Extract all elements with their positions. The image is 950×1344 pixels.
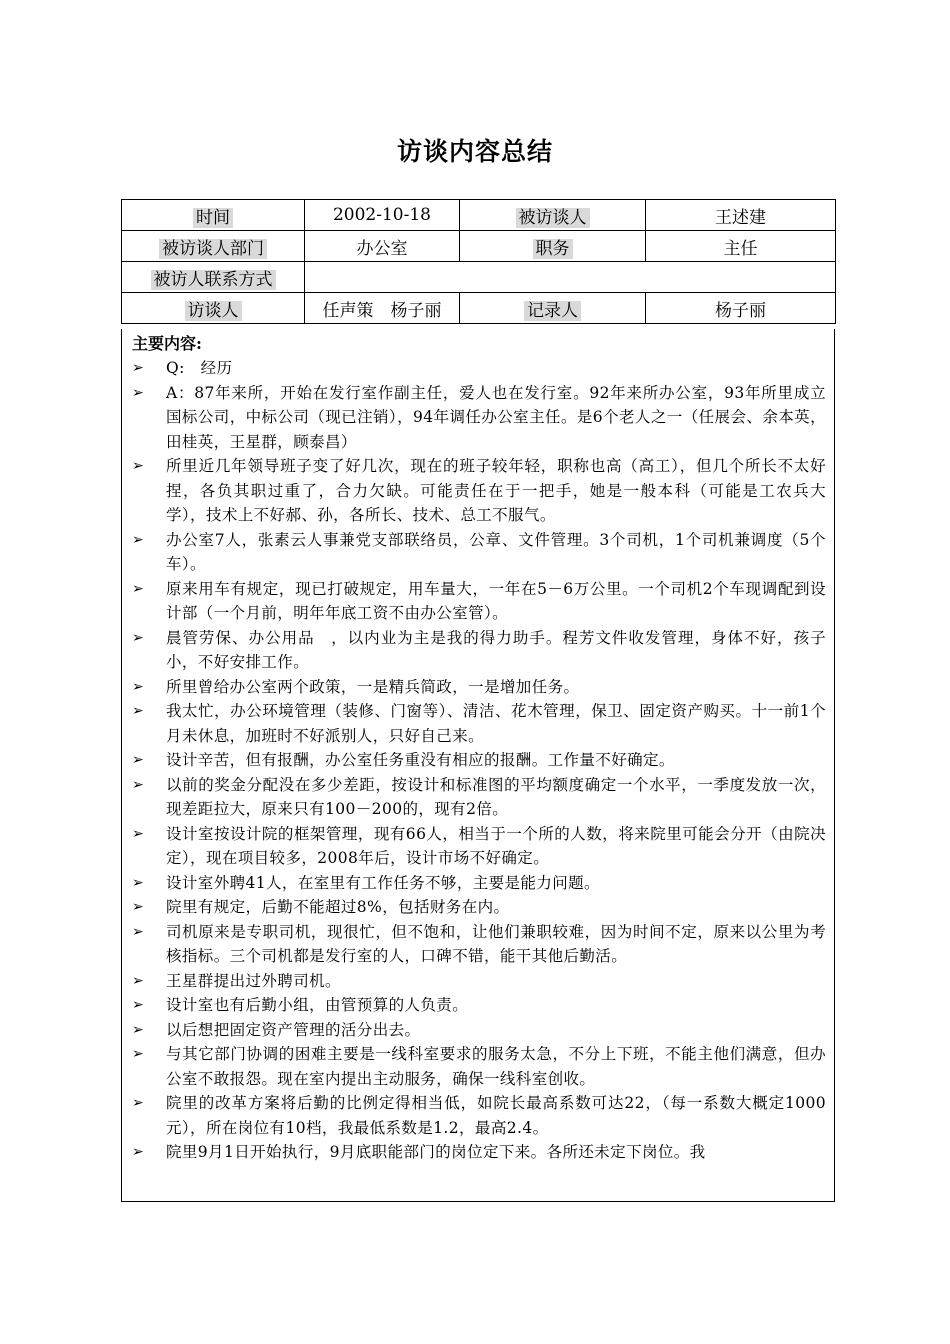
- list-item-text: 司机原来是专职司机，现很忙，但不饱和，让他们兼职较难，因为时间不定，原来以公里为考核指标。三个司机都是发行室的人，口碑不错，能干其他后勤活。: [166, 922, 826, 965]
- table-row: [122, 231, 836, 262]
- arrow-bullet-icon: ➢: [132, 580, 145, 597]
- main-content-box: [121, 329, 835, 1202]
- document-title: 访谈内容总结: [396, 137, 553, 166]
- content-heading: 主要内容:: [132, 334, 202, 353]
- dept-value: 办公室: [305, 231, 460, 262]
- list-item: [132, 1042, 826, 1091]
- list-item: [132, 748, 826, 773]
- interviewer-label-cell: [122, 293, 305, 324]
- arrow-bullet-icon: ➢: [132, 1144, 145, 1160]
- time-label: 时间: [193, 208, 233, 228]
- list-item-text: 所里近几年领导班子变了好几次，现在的班子较年轻，职称也高（高工），但几个所长不太好捏，各负其职过重了，合力欠缺。可能责任在于一把手，她是一般本科（可能是工农兵大学），技术上不好郝、孙，各所长、技术、总工不服气。: [166, 457, 826, 524]
- arrow-bullet-icon: ➢: [132, 531, 145, 548]
- table-row: [122, 293, 836, 324]
- list-item: [132, 822, 826, 871]
- interviewer-value: 任声策 杨子丽: [305, 293, 460, 324]
- contact-label: 被访人联系方式: [151, 270, 276, 290]
- table-row: [122, 262, 836, 293]
- contact-label-cell: [122, 262, 305, 293]
- list-item: [132, 969, 826, 994]
- arrow-bullet-icon: ➢: [132, 703, 145, 719]
- list-item-text: 晨管劳保、办公用品 ，以内业为主是我的得力助手。程芳文件收发管理，身体不好，孩子小，不好安排工作。: [166, 628, 826, 671]
- arrow-bullet-icon: ➢: [132, 1095, 145, 1111]
- list-item: [132, 528, 826, 577]
- list-item-text: 我太忙，办公环境管理（装修、门窗等）、清洁、花木管理，保卫、固定资产购买。十一前1个月未休息，加班时不好派别人，只好自己来。: [166, 702, 826, 745]
- list-item-text: 以后想把固定资产管理的活分出去。: [166, 1020, 421, 1039]
- arrow-bullet-icon: ➢: [132, 874, 145, 891]
- list-item-text: 原来用车有规定，现已打破规定，用车量大，一年在5－6万公里。一个司机2个车现调配到设计部（一个月前，明年年底工资不由办公室管）。: [166, 579, 826, 622]
- recorder-label: 记录人: [524, 301, 581, 321]
- arrow-bullet-icon: ➢: [132, 1021, 145, 1038]
- list-item: [132, 871, 826, 896]
- list-item-text: 设计室也有后勤小组，由管预算的人负责。: [166, 996, 469, 1014]
- list-item-text: 王星群提出过外聘司机。: [166, 971, 341, 990]
- dept-label-cell: [122, 231, 305, 262]
- arrow-bullet-icon: ➢: [132, 1046, 145, 1062]
- list-item-text: 院里9月1日开始执行，9月底职能部门的岗位定下来。各所还未定下岗位。我: [166, 1143, 706, 1161]
- list-item-text: 院里的改革方案将后勤的比例定得相当低，如院长最高系数可达22，（每一系数大概定1000元），所在岗位有10档，我最低系数是1.2，最高2.4。: [166, 1094, 826, 1137]
- arrow-bullet-icon: ➢: [132, 899, 145, 915]
- list-item: [132, 1140, 826, 1165]
- list-item-text: 所里曾给办公室两个政策，一是精兵简政，一是增加任务。: [166, 677, 580, 696]
- arrow-bullet-icon: ➢: [132, 997, 145, 1013]
- position-label-cell: [460, 231, 646, 262]
- arrow-bullet-icon: ➢: [132, 360, 145, 376]
- list-item: [132, 454, 826, 528]
- list-item: [132, 773, 826, 822]
- recorder-label-cell: [460, 293, 646, 324]
- time-label-cell: [122, 200, 305, 231]
- dept-label: 被访谈人部门: [159, 239, 267, 259]
- list-item: [132, 675, 826, 700]
- arrow-bullet-icon: ➢: [132, 972, 145, 989]
- list-item: [132, 626, 826, 675]
- interviewee-label: 被访谈人: [516, 208, 590, 228]
- arrow-bullet-icon: ➢: [132, 752, 145, 768]
- interviewee-value: 王述建: [646, 200, 836, 231]
- list-item: [132, 577, 826, 626]
- list-item-text: A：87年来所，开始在发行室作副主任，爱人也在发行室。92年来所办公室，93年所里成立国标公司，中标公司（现已注销），94年调任办公室主任。是6个老人之一（任展会、余本英，田桂英，王星群，顾泰昌）: [166, 383, 826, 451]
- time-value: 2002-10-18: [305, 200, 460, 231]
- recorder-value: 杨子丽: [646, 293, 836, 324]
- content-list: [132, 356, 826, 1165]
- list-item-text: 以前的奖金分配没在多少差距，按设计和标准图的平均额度确定一个水平，一季度发放一次，现差距拉大，原来只有100－200的，现有2倍。: [166, 775, 826, 818]
- list-item-text: Q: 经历: [166, 359, 233, 377]
- list-item: [132, 1018, 826, 1043]
- list-item: [132, 1091, 826, 1140]
- list-item-text: 与其它部门协调的困难主要是一线科室要求的服务太急，不分上下班，不能主他们满意，但办公室不敢报怨。现在室内提出主动服务，确保一线科室创收。: [166, 1045, 826, 1088]
- list-item-text: 设计室按设计院的框架管理，现有66人，相当于一个所的人数，将来院里可能会分开（由院决定），现在项目较多，2008年后，设计市场不好确定。: [166, 824, 826, 867]
- list-item-text: 院里有规定，后勤不能超过8%，包括财务在内。: [166, 898, 510, 916]
- interviewer-label: 访谈人: [185, 301, 242, 321]
- list-item: [132, 993, 826, 1018]
- arrow-bullet-icon: ➢: [132, 825, 145, 842]
- arrow-bullet-icon: ➢: [132, 384, 145, 401]
- position-value: 主任: [646, 231, 836, 262]
- list-item: [132, 699, 826, 748]
- arrow-bullet-icon: ➢: [132, 629, 145, 646]
- list-item-text: 设计辛苦，但有报酬，办公室任务重没有相应的报酬。工作量不好确定。: [166, 751, 675, 769]
- list-item: [132, 895, 826, 920]
- list-item-text: 设计室外聘41人，在室里有工作任务不够，主要是能力问题。: [166, 873, 600, 892]
- list-item-text: 办公室7人，张素云人事兼党支部联络员，公章、文件管理。3个司机，1个司机兼调度（5个车）。: [166, 530, 826, 573]
- arrow-bullet-icon: ➢: [132, 458, 145, 474]
- contact-value: [305, 262, 836, 293]
- interview-info-table: [121, 199, 836, 324]
- interviewee-label-cell: [460, 200, 646, 231]
- arrow-bullet-icon: ➢: [132, 776, 145, 793]
- arrow-bullet-icon: ➢: [132, 923, 145, 940]
- position-label: 职务: [533, 239, 573, 259]
- arrow-bullet-icon: ➢: [132, 678, 145, 695]
- table-row: [122, 200, 836, 231]
- list-item: [132, 381, 826, 455]
- list-item: [132, 920, 826, 969]
- list-item: [132, 356, 826, 381]
